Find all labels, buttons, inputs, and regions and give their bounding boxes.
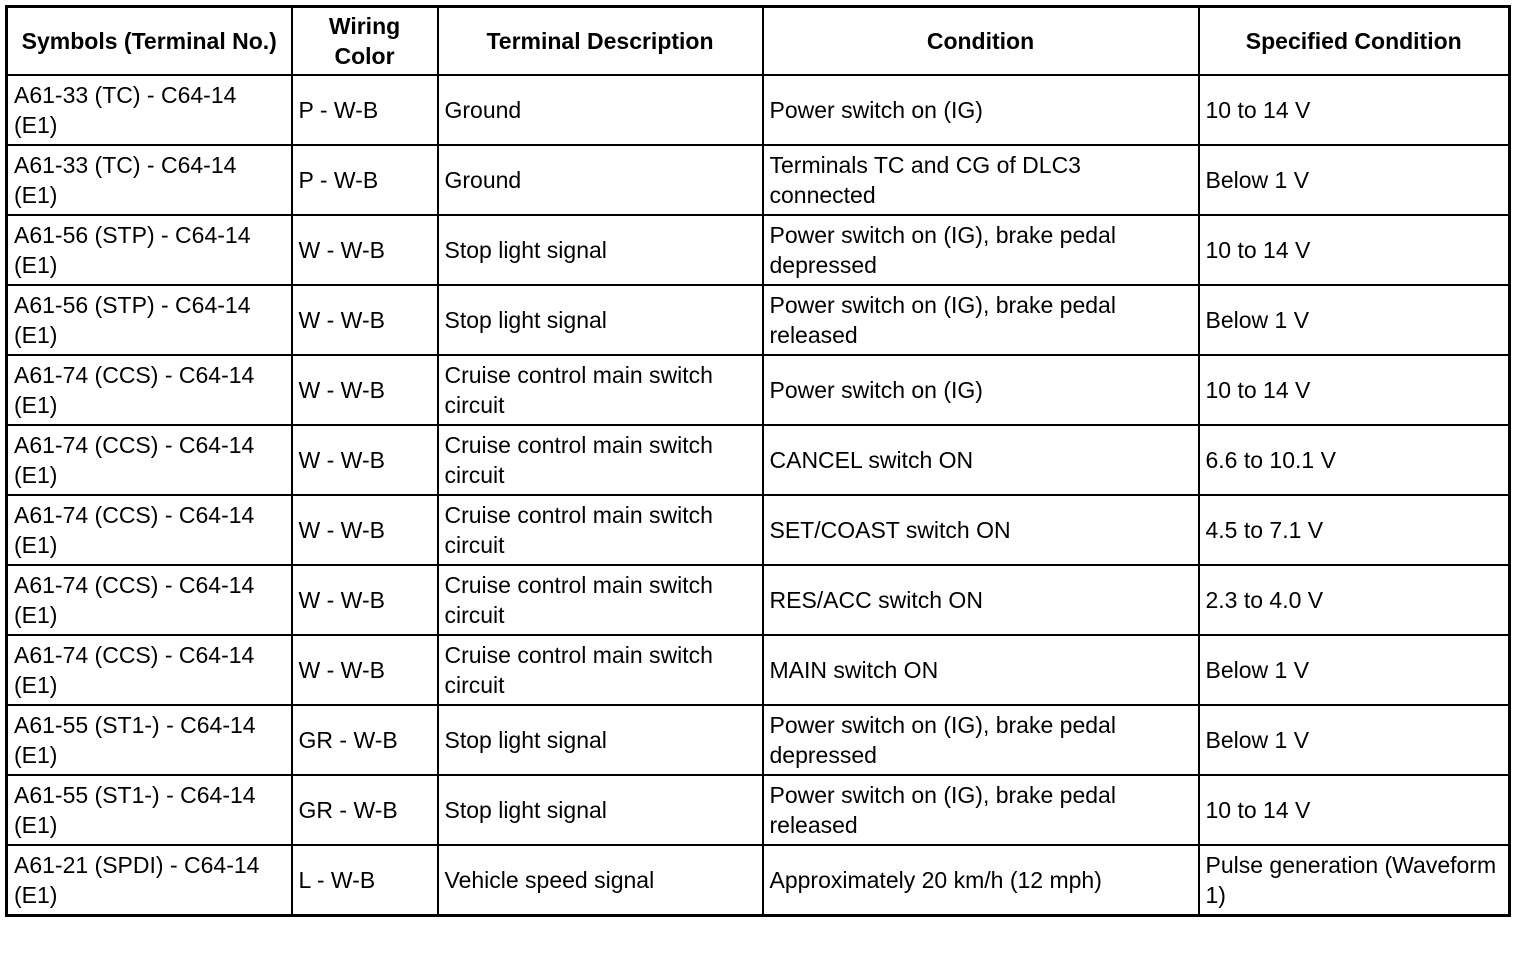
cell-wiring-color: GR - W-B (292, 705, 438, 775)
cell-condition: Power switch on (IG), brake pedal released (763, 285, 1199, 355)
cell-condition: Power switch on (IG), brake pedal depressed (763, 705, 1199, 775)
cell-terminal-description: Cruise control main switch circuit (438, 565, 763, 635)
cell-wiring-color: P - W-B (292, 75, 438, 145)
cell-specified-condition: Below 1 V (1199, 635, 1510, 705)
cell-symbols: A61-74 (CCS) - C64-14 (E1) (7, 565, 292, 635)
table-body (7, 75, 1510, 916)
cell-symbols: A61-56 (STP) - C64-14 (E1) (7, 285, 292, 355)
cell-condition: Power switch on (IG), brake pedal depressed (763, 215, 1199, 285)
cell-symbols: A61-74 (CCS) - C64-14 (E1) (7, 635, 292, 705)
cell-wiring-color: W - W-B (292, 495, 438, 565)
cell-symbols: A61-55 (ST1-) - C64-14 (E1) (7, 775, 292, 845)
cell-condition: Power switch on (IG), brake pedal released (763, 775, 1199, 845)
cell-condition: Power switch on (IG) (763, 355, 1199, 425)
table-row (7, 495, 1510, 565)
cell-symbols: A61-55 (ST1-) - C64-14 (E1) (7, 705, 292, 775)
cell-wiring-color: W - W-B (292, 355, 438, 425)
cell-wiring-color: W - W-B (292, 215, 438, 285)
cell-symbols: A61-74 (CCS) - C64-14 (E1) (7, 425, 292, 495)
header-specified-condition: Specified Condition (1199, 7, 1510, 76)
cell-specified-condition: Below 1 V (1199, 145, 1510, 215)
terminal-spec-table (5, 5, 1511, 917)
cell-terminal-description: Stop light signal (438, 215, 763, 285)
header-wiring-color: Wiring Color (292, 7, 438, 76)
cell-symbols: A61-74 (CCS) - C64-14 (E1) (7, 355, 292, 425)
cell-specified-condition: Pulse generation (Waveform 1) (1199, 845, 1510, 916)
cell-terminal-description: Vehicle speed signal (438, 845, 763, 916)
header-terminal-description: Terminal Description (438, 7, 763, 76)
table-row (7, 565, 1510, 635)
table-row (7, 775, 1510, 845)
cell-condition: Power switch on (IG) (763, 75, 1199, 145)
table-row (7, 355, 1510, 425)
table-row (7, 215, 1510, 285)
table-row (7, 75, 1510, 145)
cell-specified-condition: 6.6 to 10.1 V (1199, 425, 1510, 495)
cell-symbols: A61-33 (TC) - C64-14 (E1) (7, 145, 292, 215)
cell-condition: SET/COAST switch ON (763, 495, 1199, 565)
cell-wiring-color: P - W-B (292, 145, 438, 215)
cell-wiring-color: W - W-B (292, 565, 438, 635)
header-symbols: Symbols (Terminal No.) (7, 7, 292, 76)
cell-condition: Approximately 20 km/h (12 mph) (763, 845, 1199, 916)
cell-terminal-description: Stop light signal (438, 285, 763, 355)
table-row (7, 285, 1510, 355)
cell-condition: CANCEL switch ON (763, 425, 1199, 495)
table-row (7, 705, 1510, 775)
table-row (7, 845, 1510, 916)
cell-symbols: A61-56 (STP) - C64-14 (E1) (7, 215, 292, 285)
cell-terminal-description: Cruise control main switch circuit (438, 425, 763, 495)
cell-symbols: A61-21 (SPDI) - C64-14 (E1) (7, 845, 292, 916)
table-row (7, 635, 1510, 705)
table-row (7, 145, 1510, 215)
cell-terminal-description: Ground (438, 75, 763, 145)
cell-specified-condition: 10 to 14 V (1199, 215, 1510, 285)
cell-specified-condition: 10 to 14 V (1199, 775, 1510, 845)
cell-specified-condition: Below 1 V (1199, 705, 1510, 775)
cell-specified-condition: 10 to 14 V (1199, 75, 1510, 145)
cell-wiring-color: GR - W-B (292, 775, 438, 845)
cell-terminal-description: Stop light signal (438, 705, 763, 775)
cell-condition: MAIN switch ON (763, 635, 1199, 705)
cell-condition: Terminals TC and CG of DLC3 connected (763, 145, 1199, 215)
cell-wiring-color: W - W-B (292, 635, 438, 705)
cell-terminal-description: Cruise control main switch circuit (438, 495, 763, 565)
cell-symbols: A61-33 (TC) - C64-14 (E1) (7, 75, 292, 145)
cell-symbols: A61-74 (CCS) - C64-14 (E1) (7, 495, 292, 565)
header-row (7, 7, 1510, 76)
cell-terminal-description: Ground (438, 145, 763, 215)
cell-terminal-description: Cruise control main switch circuit (438, 635, 763, 705)
cell-wiring-color: W - W-B (292, 425, 438, 495)
cell-terminal-description: Cruise control main switch circuit (438, 355, 763, 425)
cell-specified-condition: 4.5 to 7.1 V (1199, 495, 1510, 565)
cell-terminal-description: Stop light signal (438, 775, 763, 845)
header-condition: Condition (763, 7, 1199, 76)
cell-specified-condition: Below 1 V (1199, 285, 1510, 355)
cell-condition: RES/ACC switch ON (763, 565, 1199, 635)
cell-wiring-color: W - W-B (292, 285, 438, 355)
cell-wiring-color: L - W-B (292, 845, 438, 916)
cell-specified-condition: 10 to 14 V (1199, 355, 1510, 425)
cell-specified-condition: 2.3 to 4.0 V (1199, 565, 1510, 635)
table-row (7, 425, 1510, 495)
